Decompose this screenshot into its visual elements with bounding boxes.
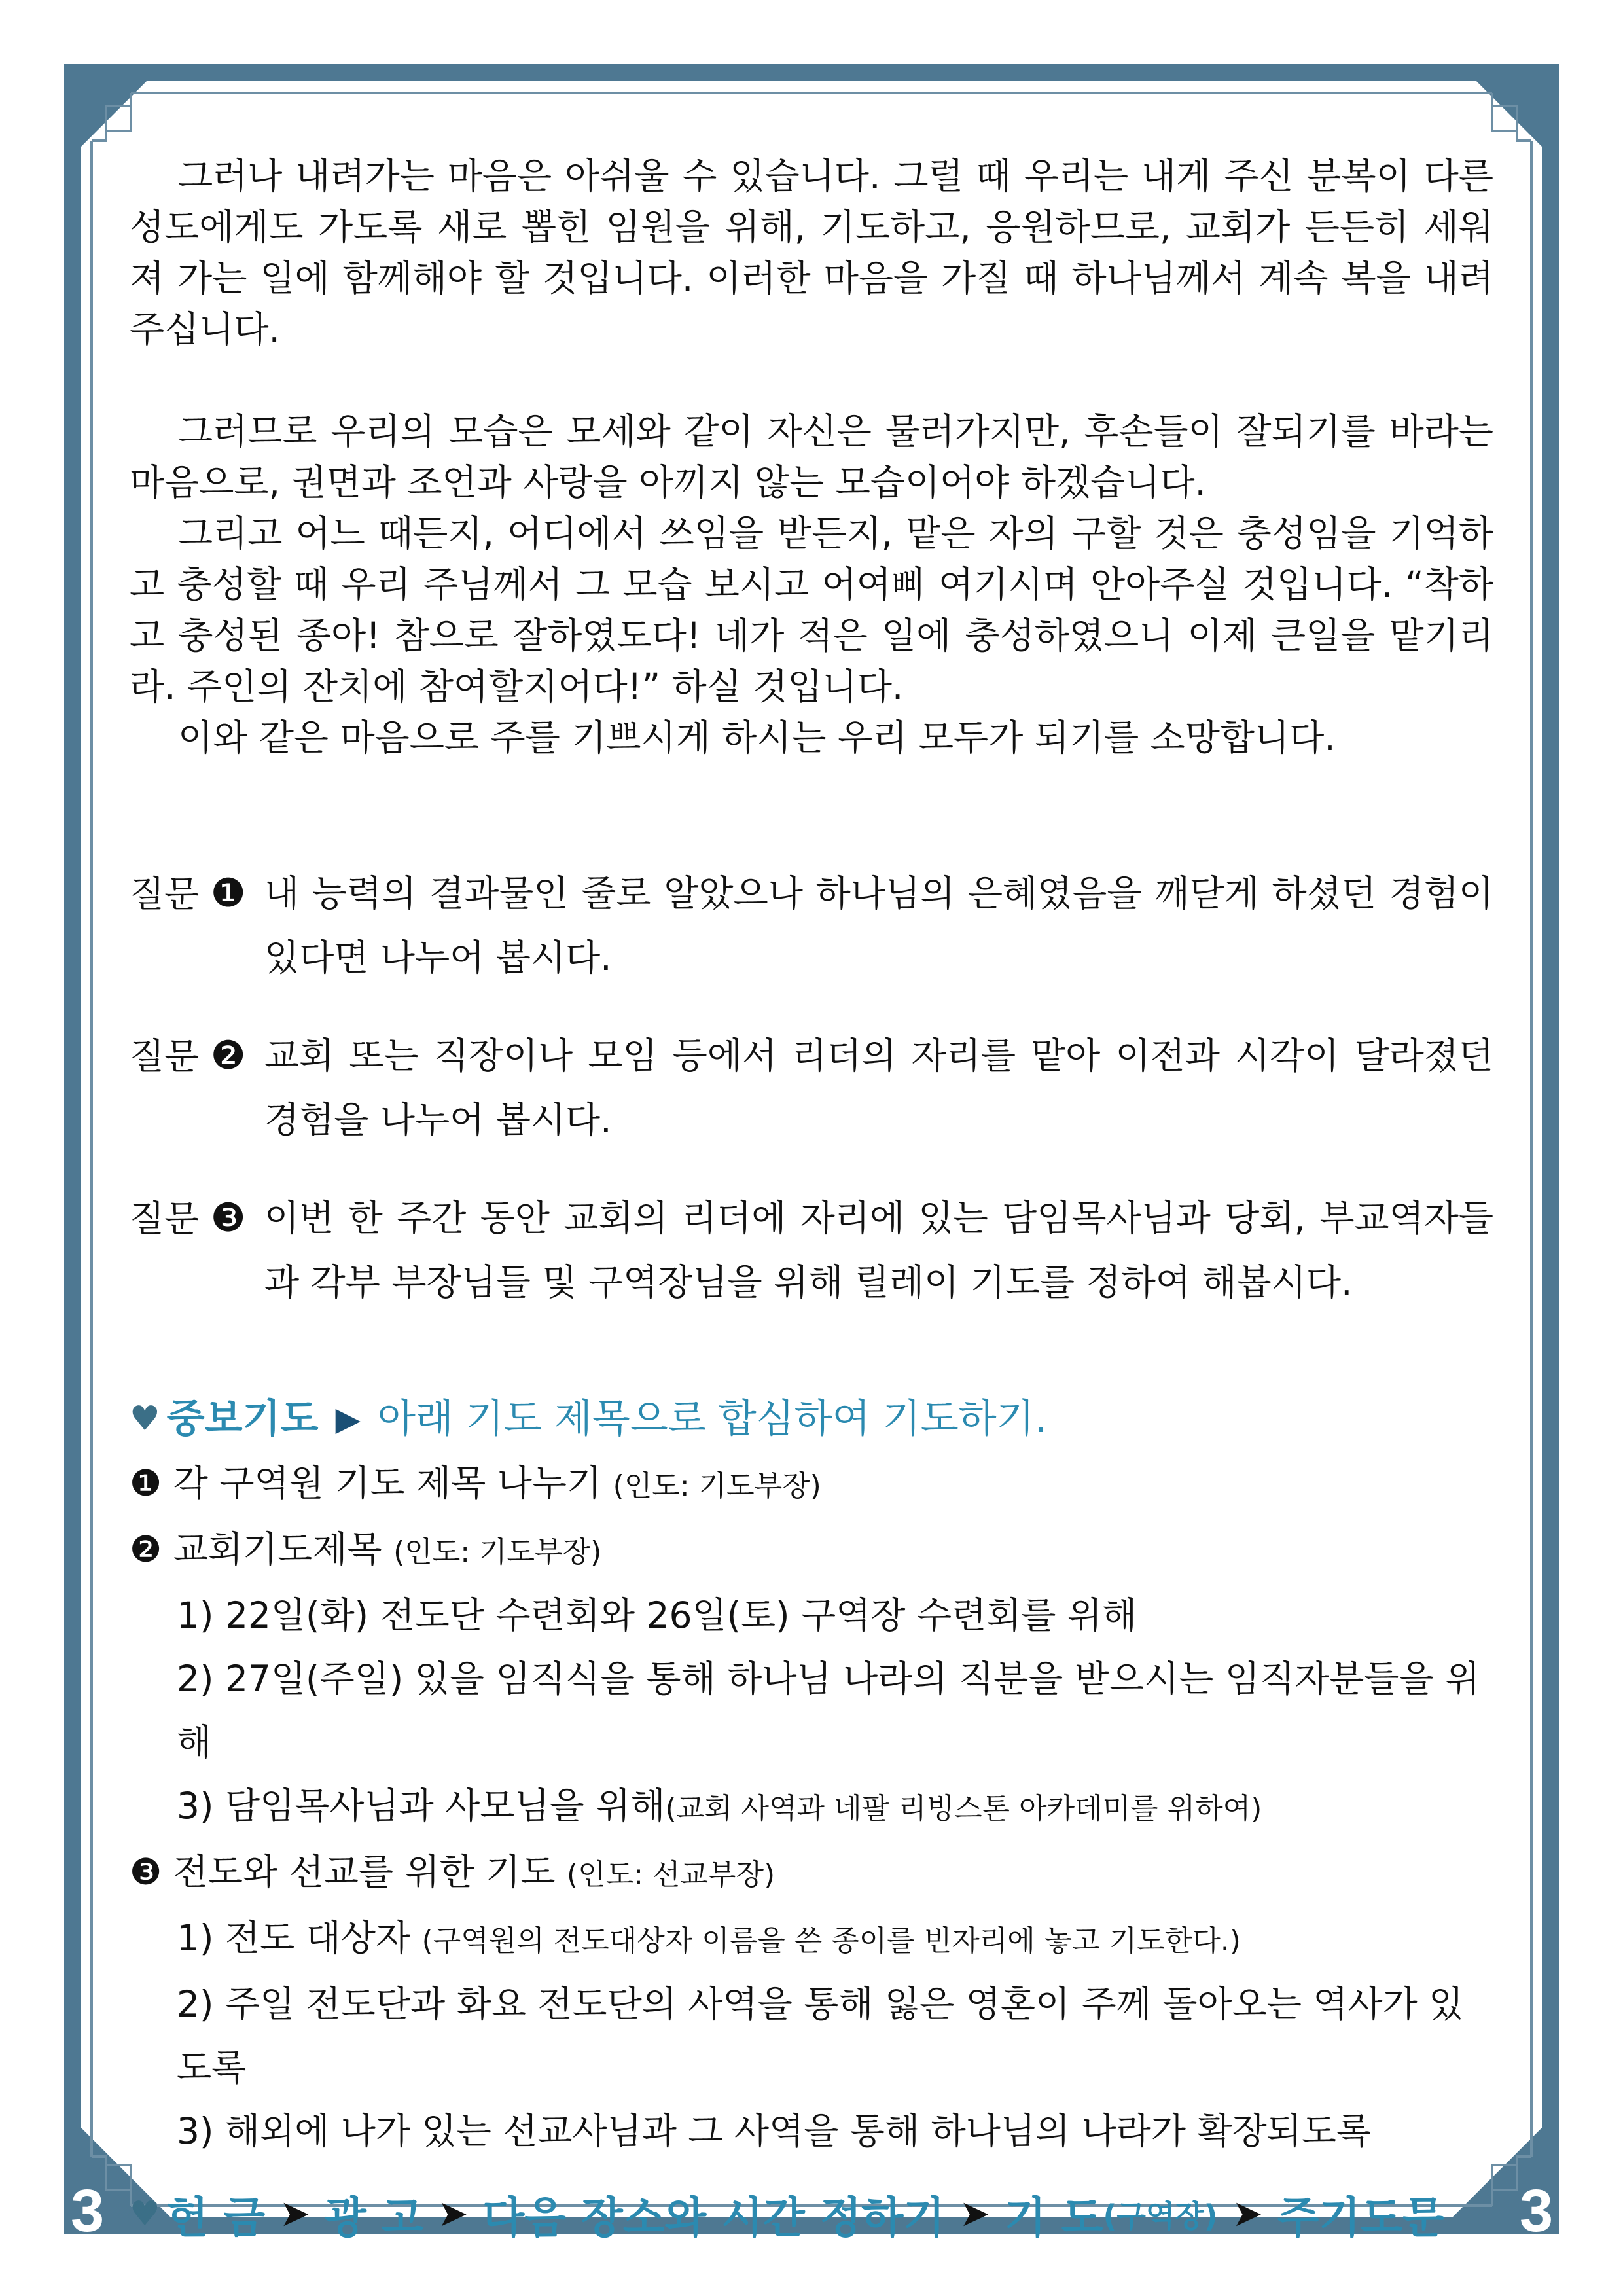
prayer-item-text: 27일(주일) 있을 임직식을 통해 하나님 나라의 직분을 받으시는 임직자분들을 위해 — [177, 1658, 1480, 1763]
prayer-item-note: (교회 사역과 네팔 리빙스톤 아카데미를 위하여) — [665, 1792, 1262, 1825]
body-paragraph: 그리고 어느 때든지, 어디에서 쓰임을 받든지, 맡은 자의 구할 것은 충성임을 기억하고 충성할 때 우리 주님께서 그 모습 보시고 어여삐 여기시며 안아주실 것입니다. “착하고 충성된 종아! 참으로 잘하였도다! 네가 적은 일에 충성하였으니 이제 큰일을 맡기리라. 주인의 잔치에 참여할지어다!” 하실 것입니다. — [130, 512, 1493, 708]
arrow-icon: ➤ — [437, 2193, 469, 2235]
prayer-section-title — [130, 1452, 1493, 1518]
question-label — [130, 1186, 264, 1314]
prayer-item-number: 1) — [177, 1917, 214, 1959]
prayer-section — [130, 1518, 1493, 1840]
page-number-left: 3 — [71, 2178, 105, 2244]
prayer-item-number: 1) — [177, 1594, 214, 1636]
order-step: 기 도 — [1004, 2193, 1103, 2243]
order-step: 주기도문 — [1277, 2193, 1444, 2243]
order-step: 다음 장소와 시간 정하기 — [482, 2193, 945, 2243]
prayer-section-title-text: 각 구역원 기도 제목 나누기 — [173, 1462, 602, 1504]
prayer-heading — [130, 1386, 1493, 1452]
number-three-icon: ❸ — [130, 1851, 162, 1893]
heart-icon: ♥ — [130, 2194, 160, 2234]
order-step-note: (구역장) — [1103, 2198, 1218, 2234]
arrow-icon: ➤ — [279, 2193, 311, 2235]
number-one-icon: ❶ — [130, 1462, 162, 1504]
question-label — [130, 861, 264, 990]
question-label-text: 질문 — [130, 1035, 200, 1077]
prayer-item — [130, 1907, 1493, 1973]
prayer-section-title-text: 교회기도제목 — [173, 1528, 382, 1570]
prayer-section-title — [130, 1840, 1493, 1907]
question-item — [130, 1024, 1493, 1152]
prayer-item-number: 2) — [177, 1983, 214, 2025]
prayer-item — [130, 1973, 1493, 2100]
prayer-instruction: 아래 기도 제목으로 합심하여 기도하기. — [377, 1396, 1047, 1442]
heart-icon: ♥ — [130, 1399, 160, 1439]
question-text: 내 능력의 결과물인 줄로 알았으나 하나님의 은혜였음을 깨닫게 하셨던 경험이 있다면 나누어 봅시다. — [264, 872, 1493, 978]
prayer-item — [130, 1774, 1493, 1840]
prayer-item-number: 2) — [177, 1658, 214, 1700]
question-list — [130, 861, 1493, 1314]
prayer-item-number: 3) — [177, 2110, 214, 2152]
meeting-order — [130, 2183, 1493, 2245]
question-label-text: 질문 — [130, 1198, 200, 1240]
prayer-item — [130, 2100, 1493, 2163]
prayer-section-title — [130, 1518, 1493, 1584]
number-three-icon: ❸ — [210, 1195, 246, 1241]
prayer-heading-title: 중보기도 — [166, 1396, 319, 1442]
arrow-icon: ➤ — [959, 2193, 990, 2235]
body-paragraph: 그러나 내려가는 마음은 아쉬울 수 있습니다. 그럴 때 우리는 내게 주신 분복이 다른 성도에게도 가도록 새로 뽑힌 임원을 위해, 기도하고, 응원하므로, 교회가 든든히 세워져 가는 일에 함께해야 할 것입니다. 이러한 마음을 가질 때 하나님께서 계속 복을 내려주십니다. — [130, 155, 1493, 350]
prayer-item-text: 전도 대상자 — [224, 1917, 411, 1959]
prayer-leader-note: (인도: 기도부장) — [393, 1535, 602, 1569]
prayer-item-number: 3) — [177, 1785, 214, 1827]
number-two-icon: ❷ — [210, 1033, 246, 1079]
body-paragraph: 그러므로 우리의 모습은 모세와 같이 자신은 물러가지만, 후손들이 잘되기를 바라는 마음으로, 권면과 조언과 사랑을 아끼지 않는 모습이어야 하겠습니다. — [130, 410, 1493, 503]
order-step: 광 고 — [325, 2193, 423, 2243]
prayer-section-title-text: 전도와 선교를 위한 기도 — [173, 1851, 556, 1893]
prayer-item-note: (구역원의 전도대상자 이름을 쓴 종이를 빈자리에 놓고 기도한다.) — [421, 1924, 1241, 1958]
question-item — [130, 861, 1493, 990]
prayer-item — [130, 1584, 1493, 1647]
question-label-text: 질문 — [130, 873, 200, 915]
question-text: 이번 한 주간 동안 교회의 리더에 자리에 있는 담임목사님과 당회, 부교역자들과 각부 부장님들 및 구역장님을 위해 릴레이 기도를 정하여 해봅시다. — [264, 1197, 1493, 1303]
prayer-item-text: 22일(화) 전도단 수련회와 26일(토) 구역장 수련회를 위해 — [224, 1594, 1137, 1636]
order-step: 헌 금 — [166, 2193, 266, 2243]
play-arrow-icon: ▶ — [335, 1400, 361, 1438]
prayer-item-text: 주일 전도단과 화요 전도단의 사역을 통해 잃은 영혼이 주께 돌아오는 역사가 있도록 — [177, 1983, 1464, 2089]
page-number-right: 3 — [1520, 2178, 1554, 2244]
body-paragraph: 이와 같은 마음으로 주를 기쁘시게 하시는 우리 모두가 되기를 소망합니다. — [178, 717, 1336, 759]
prayer-leader-note: (인도: 기도부장) — [613, 1469, 821, 1503]
number-one-icon: ❶ — [210, 870, 246, 916]
prayer-section — [130, 1840, 1493, 2163]
question-text: 교회 또는 직장이나 모임 등에서 리더의 자리를 맡아 이전과 시각이 달라졌던 경험을 나누어 봅시다. — [264, 1035, 1493, 1141]
prayer-leader-note: (인도: 선교부장) — [567, 1858, 776, 1892]
number-two-icon: ❷ — [130, 1528, 162, 1570]
question-item — [130, 1186, 1493, 1314]
page-content — [130, 151, 1493, 2245]
question-label — [130, 1024, 264, 1152]
prayer-section — [130, 1452, 1493, 1518]
arrow-icon: ➤ — [1232, 2193, 1263, 2235]
prayer-item — [130, 1647, 1493, 1774]
prayer-item-text: 담임목사님과 사모님을 위해 — [224, 1785, 666, 1827]
prayer-item-text: 해외에 나가 있는 선교사님과 그 사역을 통해 하나님의 나라가 확장되도록 — [224, 2110, 1372, 2152]
